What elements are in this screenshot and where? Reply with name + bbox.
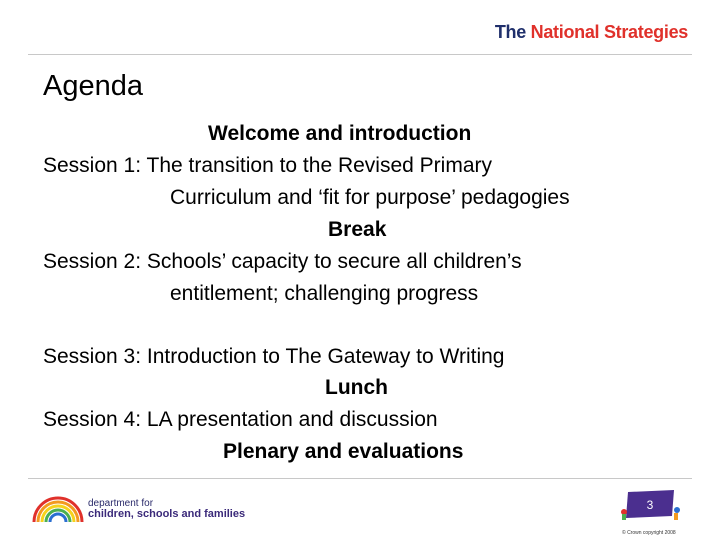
dcsf-line-2: children, schools and families bbox=[88, 508, 246, 520]
session-1-label: Session 1 bbox=[43, 154, 136, 177]
brand-name: National Strategies bbox=[530, 22, 688, 42]
page-number: 3 bbox=[646, 498, 654, 512]
session-1-text-cont: Curriculum and ‘fit for purpose’ pedagogies bbox=[170, 186, 570, 209]
session-3-label: Session 3 bbox=[43, 345, 136, 368]
page-title: Agenda bbox=[43, 70, 143, 102]
session-4-label: Session 4 bbox=[43, 408, 136, 431]
agenda-welcome: Welcome and introduction bbox=[208, 122, 472, 145]
header-divider bbox=[28, 54, 692, 55]
session-1-text: : The transition to the Revised Primary bbox=[135, 154, 492, 177]
rainbow-logo-icon bbox=[32, 494, 84, 524]
dcsf-logo-text bbox=[88, 498, 245, 520]
session-2-text: : Schools’ capacity to secure all children’s bbox=[135, 250, 522, 273]
agenda-session-2 bbox=[43, 250, 522, 274]
agenda-plenary: Plenary and evaluations bbox=[223, 440, 464, 463]
agenda-session-1 bbox=[43, 154, 492, 178]
session-2-label: Session 2 bbox=[43, 250, 136, 273]
dcsf-line-1: department for bbox=[88, 498, 154, 509]
agenda-lunch: Lunch bbox=[325, 376, 388, 399]
footer-divider bbox=[28, 478, 692, 479]
brand-logo bbox=[495, 22, 688, 43]
session-2-text-cont: entitlement; challenging progress bbox=[170, 282, 479, 305]
agenda-session-4 bbox=[43, 408, 438, 432]
session-3-text: : Introduction to The Gateway to Writing bbox=[135, 345, 505, 368]
brand-the: The bbox=[494, 22, 526, 42]
agenda-session-3 bbox=[43, 345, 504, 369]
copyright-notice: © Crown copyright 2008 bbox=[622, 530, 676, 536]
session-4-text: : LA presentation and discussion bbox=[135, 408, 438, 431]
agenda-break: Break bbox=[328, 218, 387, 241]
